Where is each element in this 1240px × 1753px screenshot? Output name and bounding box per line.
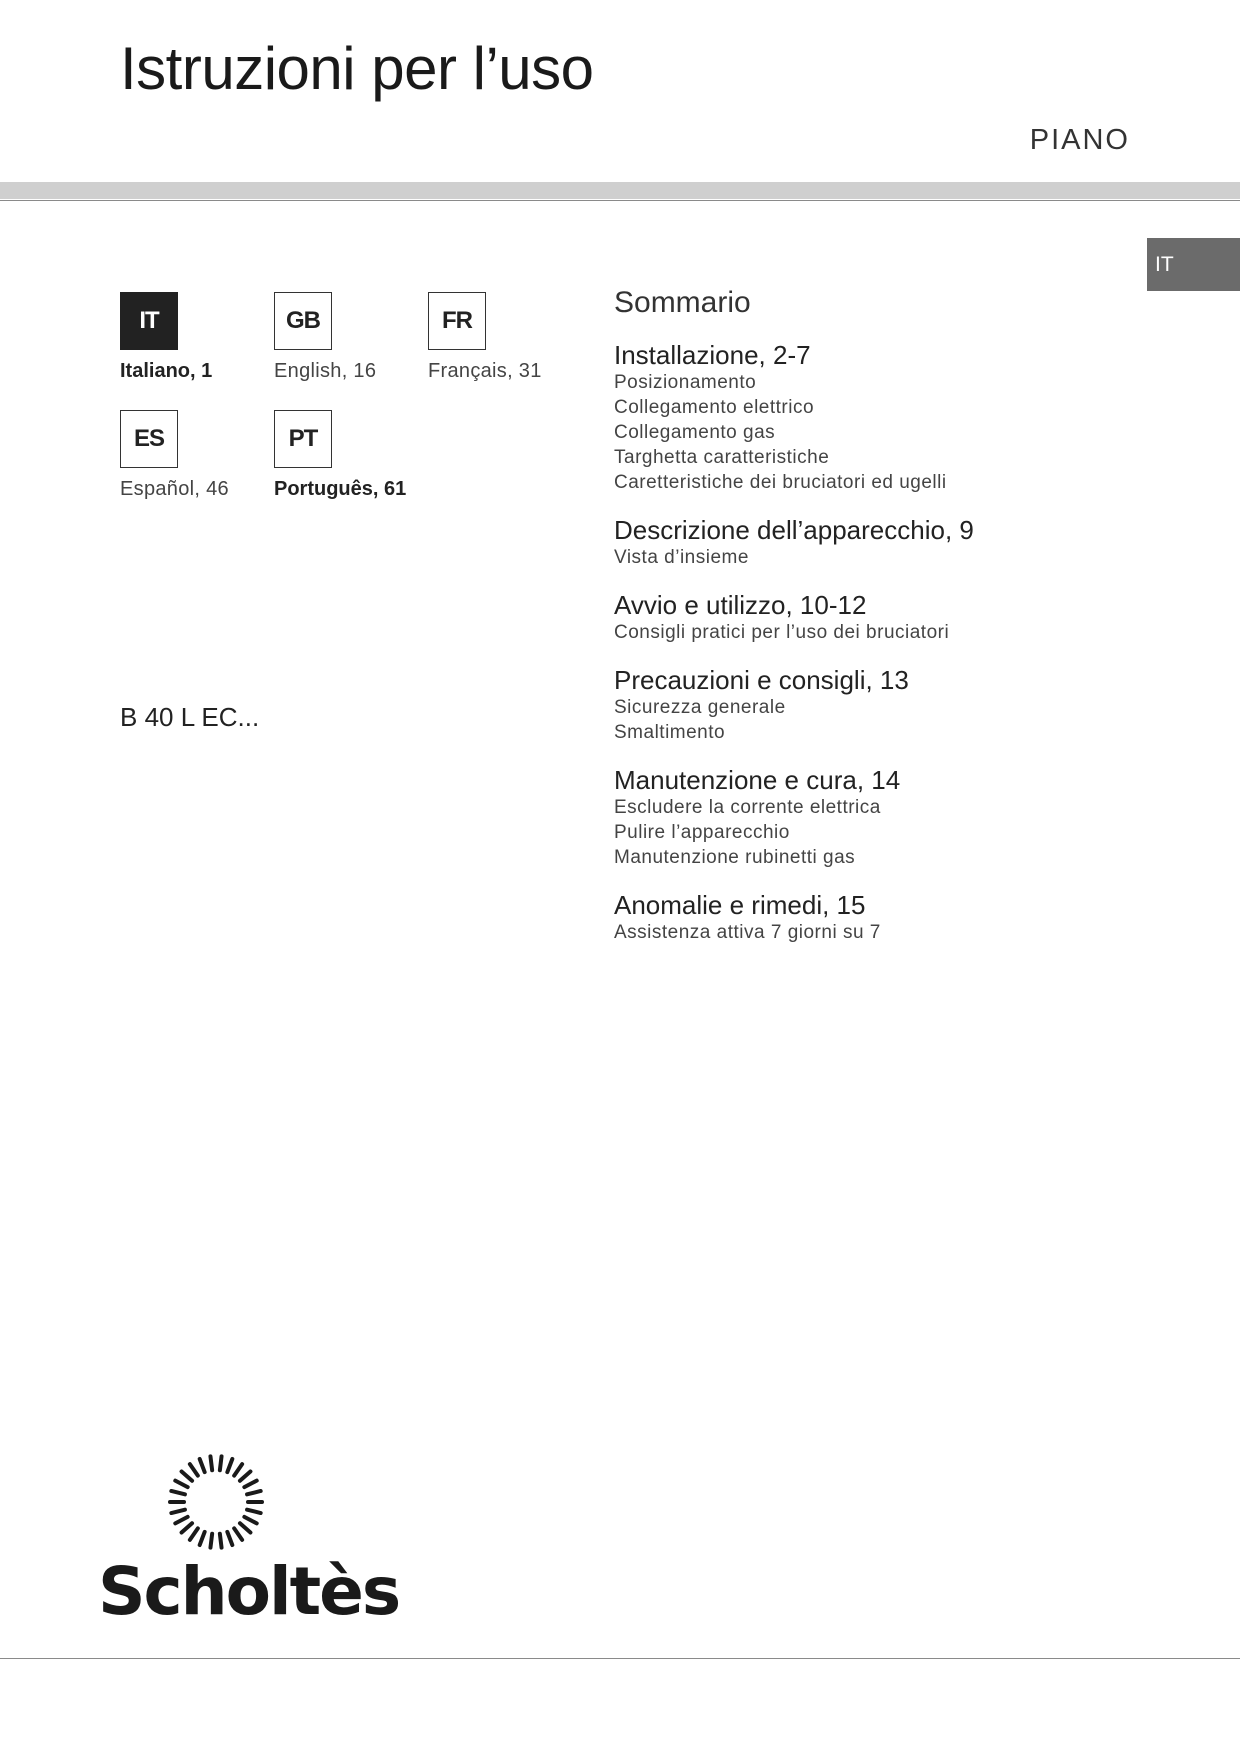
sun-ray — [210, 1456, 212, 1470]
language-label: Italiano, 1 — [120, 360, 213, 382]
language-item-pt[interactable] — [274, 410, 414, 501]
brand-name: Scholtès — [98, 1553, 400, 1630]
language-code-box: IT — [120, 292, 178, 350]
toc-heading[interactable]: Avvio e utilizzo, 10-12 — [614, 590, 867, 620]
language-label: Português, 61 — [274, 478, 407, 500]
header-divider — [0, 200, 1240, 201]
sun-ray — [244, 1517, 256, 1524]
sun-ray — [220, 1534, 222, 1548]
sun-ray — [240, 1471, 250, 1480]
sun-ray — [220, 1456, 222, 1470]
toc-item[interactable]: Manutenzione rubinetti gas — [614, 847, 856, 868]
toc-heading[interactable]: Descrizione dell’apparecchio, 9 — [614, 515, 974, 545]
sun-ray — [200, 1459, 205, 1472]
toc-item[interactable]: Vista d’insieme — [614, 547, 749, 568]
toc-item[interactable]: Escludere la corrente elettrica — [614, 797, 881, 818]
language-item-fr[interactable] — [428, 292, 568, 383]
language-item-es[interactable] — [120, 410, 260, 501]
sun-ray — [182, 1471, 192, 1480]
toc-heading[interactable]: Installazione, 2-7 — [614, 340, 811, 370]
toc-heading[interactable]: Anomalie e rimedi, 15 — [614, 890, 866, 920]
sun-ray — [171, 1510, 185, 1513]
toc-item[interactable]: Smaltimento — [614, 722, 726, 743]
toc-item[interactable]: Assistenza attiva 7 giorni su 7 — [614, 922, 881, 943]
brand-logo — [98, 1450, 400, 1630]
toc-heading[interactable]: Manutenzione e cura, 14 — [614, 765, 901, 795]
sun-ray — [240, 1523, 250, 1532]
language-code-box: FR — [428, 292, 486, 350]
toc-heading[interactable]: Precauzioni e consigli, 13 — [614, 665, 909, 695]
sun-ray — [190, 1464, 198, 1476]
table-of-contents — [614, 286, 1134, 965]
sun-rays-icon — [164, 1450, 268, 1554]
sun-ray — [200, 1532, 205, 1545]
toc-item[interactable]: Pulire l’apparecchio — [614, 822, 790, 843]
sun-ray — [175, 1481, 187, 1488]
toc-title: Sommario — [614, 286, 751, 319]
toc-item[interactable]: Sicurezza generale — [614, 697, 786, 718]
sun-ray — [175, 1517, 187, 1524]
language-item-gb[interactable] — [274, 292, 414, 383]
toc-section — [614, 590, 1134, 645]
sun-ray — [244, 1481, 256, 1488]
footer-divider — [0, 1658, 1240, 1659]
header-band — [0, 182, 1240, 199]
product-category: PIANO — [1029, 124, 1130, 156]
toc-item[interactable]: Collegamento elettrico — [614, 397, 815, 418]
language-code-box: GB — [274, 292, 332, 350]
toc-item[interactable]: Targhetta caratteristiche — [614, 447, 830, 468]
sun-ray — [227, 1459, 232, 1472]
toc-item[interactable]: Posizionamento — [614, 372, 757, 393]
toc-section — [614, 765, 1134, 870]
sun-ray — [234, 1464, 242, 1476]
sun-ray — [247, 1491, 261, 1494]
sun-ray — [234, 1528, 242, 1540]
sun-ray — [171, 1491, 185, 1494]
toc-section — [614, 515, 1134, 570]
model-number: B 40 L EC... — [120, 702, 260, 732]
sun-ray — [190, 1528, 198, 1540]
language-code-box: ES — [120, 410, 178, 468]
sun-ray — [247, 1510, 261, 1513]
language-label: Español, 46 — [120, 478, 229, 500]
language-code-box: PT — [274, 410, 332, 468]
toc-section — [614, 340, 1134, 495]
toc-item[interactable]: Collegamento gas — [614, 422, 776, 443]
sun-ray — [182, 1523, 192, 1532]
toc-section — [614, 890, 1134, 945]
toc-item[interactable]: Caretteristiche dei bruciatori ed ugelli — [614, 472, 947, 493]
sun-ray — [227, 1532, 232, 1545]
language-item-it[interactable] — [120, 292, 260, 383]
document-title: Istruzioni per l’uso — [120, 35, 594, 102]
toc-item[interactable]: Consigli pratici per l’uso dei bruciatori — [614, 622, 950, 643]
language-label: Français, 31 — [428, 360, 542, 382]
language-label: English, 16 — [274, 360, 377, 382]
sun-ray — [210, 1534, 212, 1548]
toc-section — [614, 665, 1134, 745]
language-side-tab: IT — [1147, 238, 1240, 291]
